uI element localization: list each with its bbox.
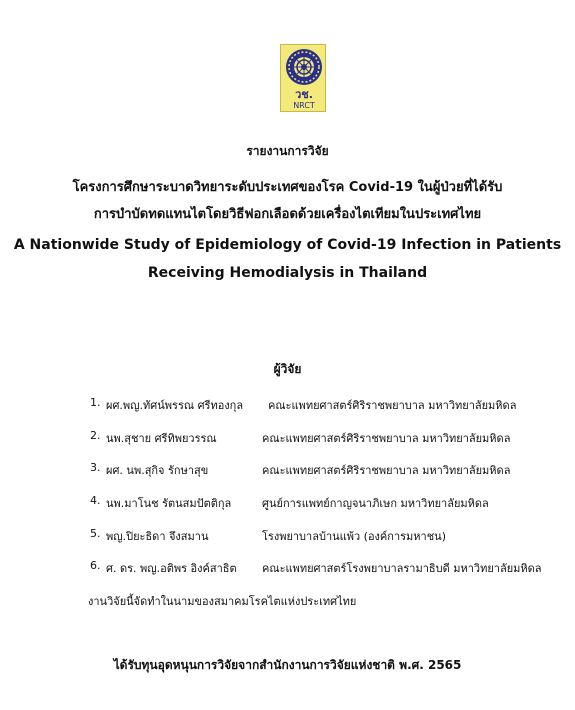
logo-text-th: วช. <box>295 88 313 101</box>
researcher-affiliation: คณะแพทยศาสตร์โรงพยาบาลรามาธิบดี มหาวิทยาลัยมหิดล <box>262 562 542 575</box>
researcher-number: 1. <box>90 396 101 409</box>
researcher-affiliation: ศูนย์การแพทย์กาญจนาภิเษก มหาวิทยาลัยมหิดล <box>262 497 489 510</box>
researcher-row <box>90 494 560 512</box>
researchers-heading: ผู้วิจัย <box>273 362 302 376</box>
researcher-number: 3. <box>90 461 101 474</box>
researcher-affiliation: คณะแพทยศาสตร์ศิริราชพยาบาล มหาวิทยาลัยมหิดล <box>262 464 511 477</box>
researcher-number: 5. <box>90 527 101 540</box>
researcher-affiliation: คณะแพทยศาสตร์ศิริราชพยาบาล มหาวิทยาลัยมหิดล <box>268 399 517 412</box>
researcher-row <box>90 527 560 545</box>
title-en-line2: Receiving Hemodialysis in Thailand <box>147 265 428 281</box>
nrct-seal-icon <box>281 45 327 89</box>
logo-text-en: NRCT <box>293 101 315 110</box>
researcher-row <box>90 559 560 577</box>
researcher-name: นพ.สุชาย ศรีทิพยวรรณ <box>106 432 217 445</box>
researcher-name: ผศ.พญ.ทัศน์พรรณ ศรีทองกุล <box>106 399 244 412</box>
researcher-row <box>90 461 560 479</box>
researcher-row <box>90 429 560 447</box>
researcher-name: ศ. ดร. พญ.อติพร อิงค์สาธิต <box>106 562 237 575</box>
title-en-line1: A Nationwide Study of Epidemiology of Covid-19 Infection in Patients <box>13 237 562 253</box>
researcher-affiliation: โรงพยาบาลบ้านแพ้ว (องค์การมหาชน) <box>262 530 446 543</box>
title-th-line1: โครงการศึกษาระบาดวิทยาระดับประเทศของโรค Covid-19 ในผู้ป่วยที่ได้รับ <box>72 180 503 195</box>
researcher-name: ผศ. นพ.สุกิจ รักษาสุข <box>106 464 209 477</box>
researcher-number: 4. <box>90 494 101 507</box>
researcher-name: นพ.มาโนช รัตนสมปัตติกุล <box>106 497 232 510</box>
researcher-number: 6. <box>90 559 101 572</box>
organization-note: งานวิจัยนี้จัดทำในนามของสมาคมโรคไตแห่งประเทศไทย <box>88 595 357 608</box>
researcher-row <box>90 396 560 414</box>
researcher-affiliation: คณะแพทยศาสตร์ศิริราชพยาบาล มหาวิทยาลัยมหิดล <box>262 432 511 445</box>
researcher-number: 2. <box>90 429 101 442</box>
title-th-line2: การบำบัดทดแทนไตโดยวิธีฟอกเลือดด้วยเครื่องไตเทียมในประเทศไทย <box>93 207 482 222</box>
funding-statement: ได้รับทุนอุดหนุนการวิจัยจากสำนักงานการวิจัยแห่งชาติ พ.ศ. 2565 <box>113 658 462 672</box>
nrct-logo <box>280 44 326 112</box>
researcher-name: พญ.ปิยะธิดา จึงสมาน <box>106 530 209 543</box>
report-type: รายงานการวิจัย <box>246 144 329 158</box>
